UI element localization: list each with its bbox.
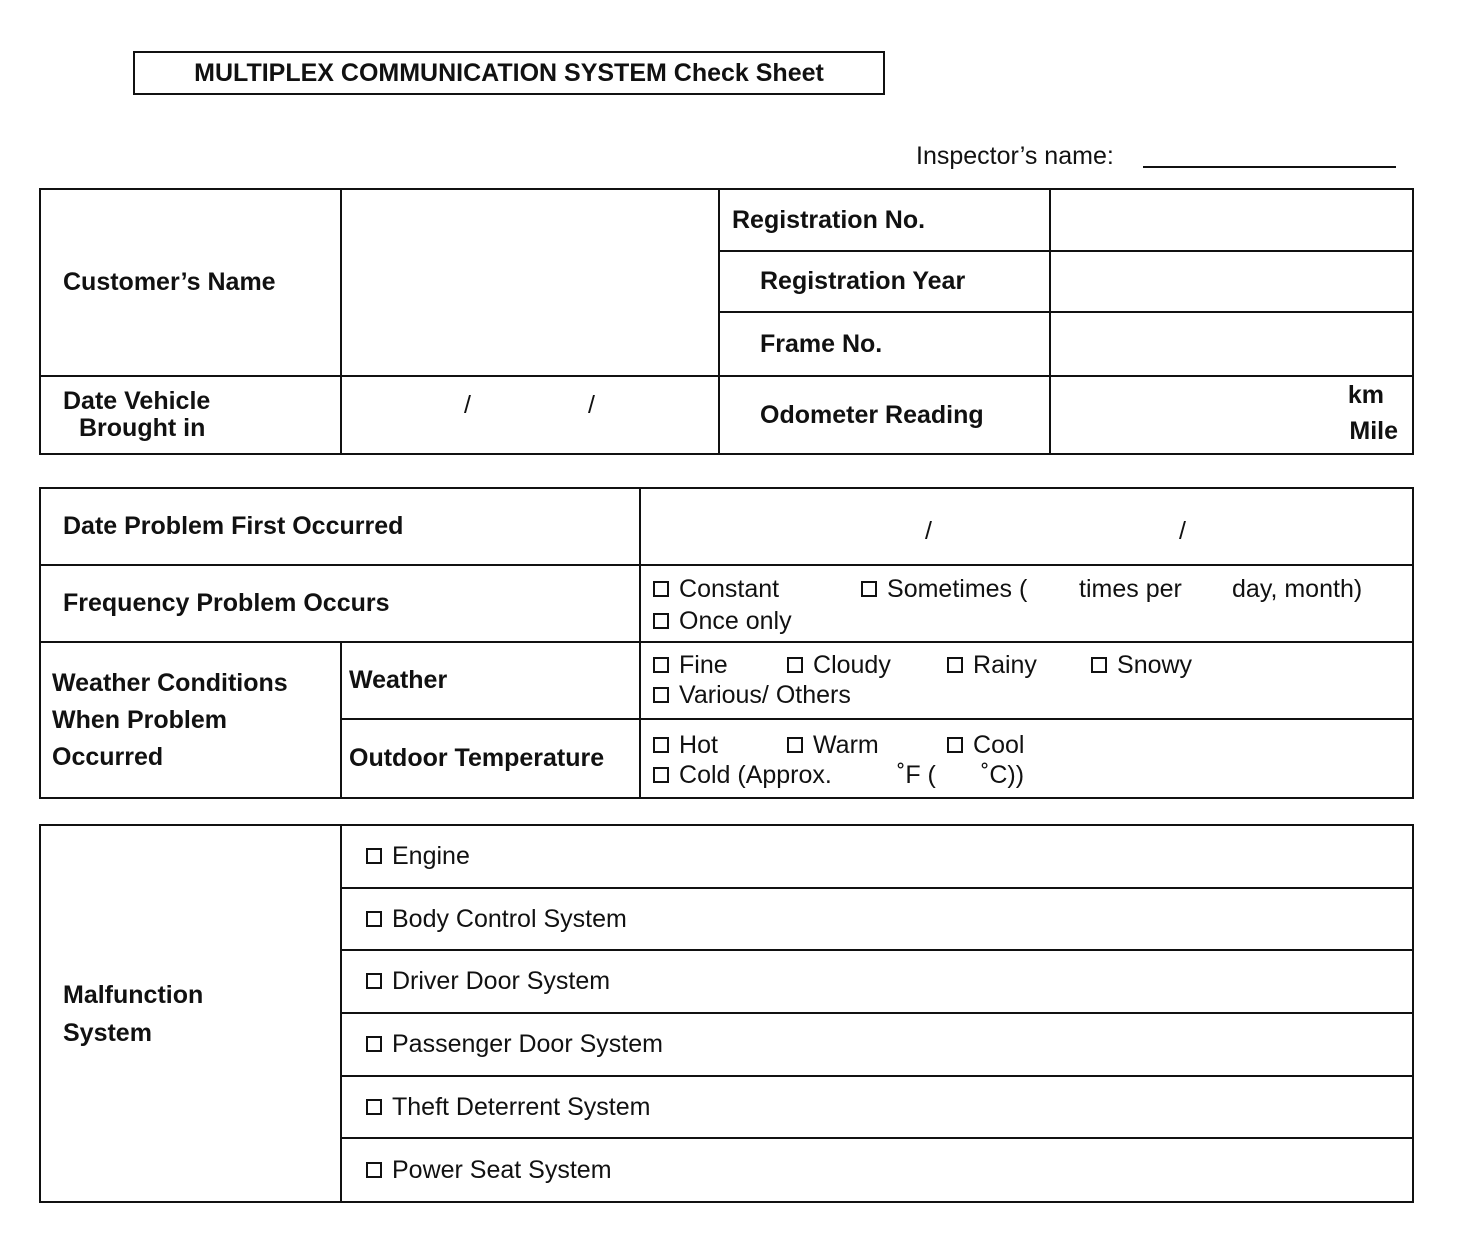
system-option-power-seat[interactable]: Power Seat System <box>341 1138 1413 1202</box>
checkbox-icon[interactable] <box>653 613 669 629</box>
date-separator-1: / <box>925 517 932 545</box>
page-title <box>133 51 885 95</box>
weather-option-other[interactable]: Various/ Others <box>653 681 851 710</box>
registration-year-label: Registration Year <box>719 251 1050 312</box>
weather-option-rainy[interactable]: Rainy <box>947 651 1037 680</box>
odometer-label: Odometer Reading <box>719 376 1050 454</box>
inspector-name-label: Inspector’s name: <box>916 142 1114 170</box>
date-brought-in-field[interactable] <box>341 376 719 454</box>
checkbox-icon[interactable] <box>366 1099 382 1115</box>
date-first-occurred-field[interactable] <box>640 488 1413 565</box>
title-text: MULTIPLEX COMMUNICATION SYSTEM Check Sheet <box>194 58 824 87</box>
checkbox-icon[interactable] <box>947 657 963 673</box>
temperature-options <box>640 719 1413 798</box>
weather-conditions-label: Weather Conditions When Problem Occurred <box>40 642 341 798</box>
odometer-unit-mile: Mile <box>1349 417 1398 445</box>
registration-no-label: Registration No. <box>719 189 1050 251</box>
malfunction-system-table <box>39 824 1414 1203</box>
checkbox-icon[interactable] <box>787 737 803 753</box>
malfunction-system-label: Malfunction System <box>40 825 341 1202</box>
frequency-times-per-text: times per <box>1079 575 1182 603</box>
frequency-constant-option[interactable]: Constant <box>653 575 779 604</box>
inspector-name-field[interactable] <box>1143 166 1396 168</box>
frequency-once-option[interactable]: Once only <box>653 607 792 636</box>
system-option-passenger-door[interactable]: Passenger Door System <box>341 1013 1413 1076</box>
system-option-theft-deterrent[interactable]: Theft Deterrent System <box>341 1076 1413 1138</box>
registration-no-field[interactable] <box>1050 189 1413 251</box>
frame-no-label: Frame No. <box>719 312 1050 376</box>
date-separator-2: / <box>1179 517 1186 545</box>
system-option-engine[interactable]: Engine <box>341 825 1413 888</box>
checkbox-icon[interactable] <box>653 657 669 673</box>
frequency-sometimes-option[interactable]: Sometimes ( <box>861 575 1027 604</box>
temperature-fahrenheit-text: ˚F ( <box>897 761 936 789</box>
customer-name-label: Customer’s Name <box>40 189 341 376</box>
checkbox-icon[interactable] <box>947 737 963 753</box>
checkbox-icon[interactable] <box>1091 657 1107 673</box>
date-brought-in-label: Date Vehicle Brought in <box>40 376 341 454</box>
customer-name-field[interactable] <box>341 189 719 376</box>
checkbox-icon[interactable] <box>653 581 669 597</box>
checkbox-icon[interactable] <box>366 1036 382 1052</box>
frequency-options <box>640 565 1413 642</box>
system-option-body-control[interactable]: Body Control System <box>341 888 1413 950</box>
frame-no-field[interactable] <box>1050 312 1413 376</box>
checkbox-icon[interactable] <box>653 737 669 753</box>
temperature-celsius-text: ˚C)) <box>981 761 1025 789</box>
system-option-driver-door[interactable]: Driver Door System <box>341 950 1413 1013</box>
checkbox-icon[interactable] <box>861 581 877 597</box>
weather-option-fine[interactable]: Fine <box>653 651 728 680</box>
checkbox-icon[interactable] <box>653 767 669 783</box>
date-first-occurred-label: Date Problem First Occurred <box>40 488 640 565</box>
checkbox-icon[interactable] <box>787 657 803 673</box>
temperature-option-cold[interactable]: Cold (Approx. <box>653 761 832 790</box>
checkbox-icon[interactable] <box>366 973 382 989</box>
temperature-option-cool[interactable]: Cool <box>947 731 1024 760</box>
temperature-option-warm[interactable]: Warm <box>787 731 879 760</box>
date-separator-2: / <box>588 391 595 419</box>
checkbox-icon[interactable] <box>366 1162 382 1178</box>
odometer-unit-km: km <box>1347 381 1384 409</box>
registration-year-field[interactable] <box>1050 251 1413 312</box>
odometer-field[interactable] <box>1050 376 1413 454</box>
temperature-option-hot[interactable]: Hot <box>653 731 718 760</box>
weather-label: Weather <box>341 642 640 719</box>
problem-conditions-table <box>39 487 1414 799</box>
weather-option-snowy[interactable]: Snowy <box>1091 651 1192 680</box>
frequency-day-month-text: day, month) <box>1232 575 1363 603</box>
vehicle-info-table <box>39 188 1414 455</box>
checkbox-icon[interactable] <box>366 911 382 927</box>
checkbox-icon[interactable] <box>653 687 669 703</box>
weather-options <box>640 642 1413 719</box>
checkbox-icon[interactable] <box>366 848 382 864</box>
frequency-label: Frequency Problem Occurs <box>40 565 640 642</box>
date-separator-1: / <box>464 391 471 419</box>
temperature-label: Outdoor Temperature <box>341 719 640 798</box>
weather-option-cloudy[interactable]: Cloudy <box>787 651 891 680</box>
